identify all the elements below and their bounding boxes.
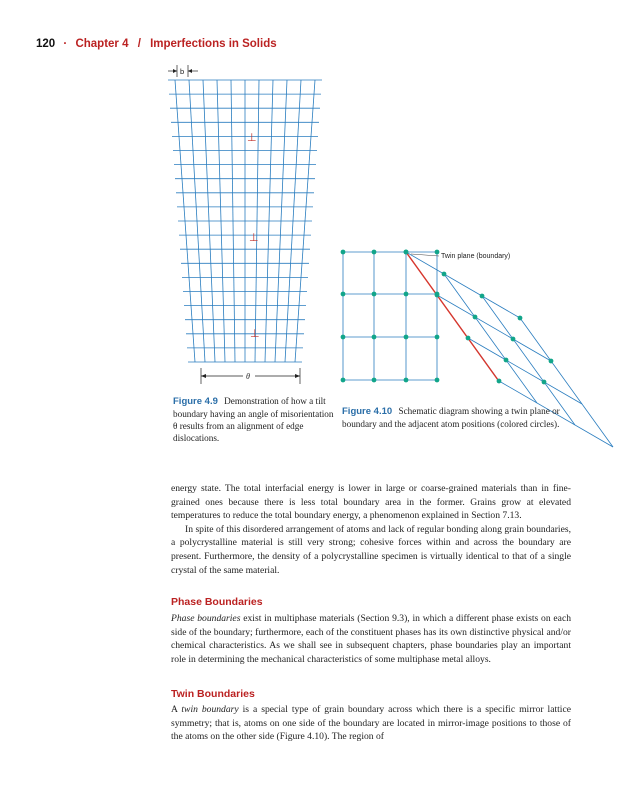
atom [435, 250, 440, 255]
atom [442, 272, 447, 277]
header-separator: · [63, 38, 68, 50]
atom [542, 380, 547, 385]
twin-plane-line [406, 252, 498, 380]
atom [372, 378, 377, 383]
figure-4-9-caption-text: Demonstration of how a tilt boundary having an angle of misorientation θ results from an alignment of edge dislocations. [173, 396, 334, 443]
theta-arrowhead-left [201, 374, 206, 378]
chapter-label: Chapter 4 [75, 38, 129, 50]
phase-boundaries-section [171, 612, 571, 666]
atom [511, 337, 516, 342]
phase-boundaries-heading: Phase Boundaries [171, 596, 263, 608]
atom [404, 378, 409, 383]
atom [480, 294, 485, 299]
twin-boundaries-text: is a special type of grain boundary across which there is a specific mirror lattice symmetry; that is, atoms on one side of the boundary are located in mirror-image positions to those of the atoms on the other side (Figure 4.10). The region of [171, 704, 571, 743]
lattice-line [444, 274, 537, 403]
atom [504, 358, 509, 363]
lattice-line [406, 252, 520, 318]
paragraph-1: energy state. The total interfacial energy is lower in large or coarse-grained materials than in fine-grained ones because there is less total boundary area in the former. Grains grow at elevated temperatures to reduce the total boundary energy, a phenomenon explained in Section 7.13. [171, 483, 571, 522]
phase-boundaries-paragraph [171, 612, 571, 666]
twin-atoms [341, 250, 554, 385]
atom [435, 293, 440, 298]
atom [404, 335, 409, 340]
atom [549, 359, 554, 364]
atom [435, 378, 440, 383]
atom [435, 335, 440, 340]
atom [473, 315, 478, 320]
figure-4-9-diagram [165, 62, 325, 387]
body-paragraphs [171, 482, 571, 577]
atom [372, 335, 377, 340]
figure-4-10-diagram [335, 244, 575, 389]
page-number: 120 [36, 38, 56, 50]
dislocation-1: ⊥ [247, 132, 257, 144]
phase-boundaries-term: Phase boundaries [171, 613, 241, 624]
running-header [36, 38, 277, 50]
lattice-line [468, 338, 582, 404]
dislocation-3: ⊥ [250, 328, 260, 340]
twin-boundaries-heading: Twin Boundaries [171, 688, 255, 700]
dislocation-2: ⊥ [249, 232, 259, 244]
paragraph-2: In spite of this disordered arrangement of atoms and lack of regular bonding along grain boundaries, a polycrystalline material is still very strong; cohesive forces within and across the boundary are present. Furthermore, the density of a polycrystalline specimen is virtually identical to that of a single crystal of the same material. [171, 523, 571, 576]
figure-4-10-caption-text: Schematic diagram showing a twin plane or boundary and the adjacent atom positions (colored circles). [342, 406, 560, 429]
atom [341, 378, 346, 383]
theta-arrowhead-right [295, 374, 300, 378]
phase-boundaries-text: exist in multiphase materials (Section 9.3), in which a different phase exists on each side of the boundary; furthermore, each of the constituent phases has its own distinctive physical and/or chemical characteristics. As we shall see in subsequent chapters, phase boundaries play an important role in determining the mechanical characteristics of some multiphase metal alloys. [171, 613, 571, 665]
twin-plane-label: Twin plane (boundary) [441, 253, 511, 260]
theta-label: θ [246, 372, 250, 381]
atom [341, 335, 346, 340]
atom [372, 292, 377, 297]
atom [404, 292, 409, 297]
atom [341, 292, 346, 297]
atom [404, 250, 409, 255]
figure-4-9-caption [173, 395, 335, 444]
twin-boundaries-paragraph [171, 703, 571, 744]
twin-boundaries-lead: A [171, 704, 182, 715]
atom [466, 336, 471, 341]
figure-4-10-number: Figure 4.10 [342, 406, 393, 417]
twin-plane-leader [411, 254, 439, 256]
atom [497, 379, 502, 384]
twin-boundaries-section [171, 703, 571, 744]
lattice-line [437, 295, 551, 361]
figure-4-10-caption [342, 405, 572, 430]
twin-boundaries-term: twin boundary [181, 704, 239, 715]
atom [518, 316, 523, 321]
tilt-grid [168, 80, 322, 362]
chapter-title: Imperfections in Solids [150, 38, 277, 50]
b-label: b [180, 67, 185, 76]
atom [341, 250, 346, 255]
header-slash: / [137, 38, 141, 50]
atom [372, 250, 377, 255]
b-arrowhead-right [188, 69, 192, 73]
figure-4-9-number: Figure 4.9 [173, 396, 218, 407]
b-arrowhead-left [173, 69, 177, 73]
